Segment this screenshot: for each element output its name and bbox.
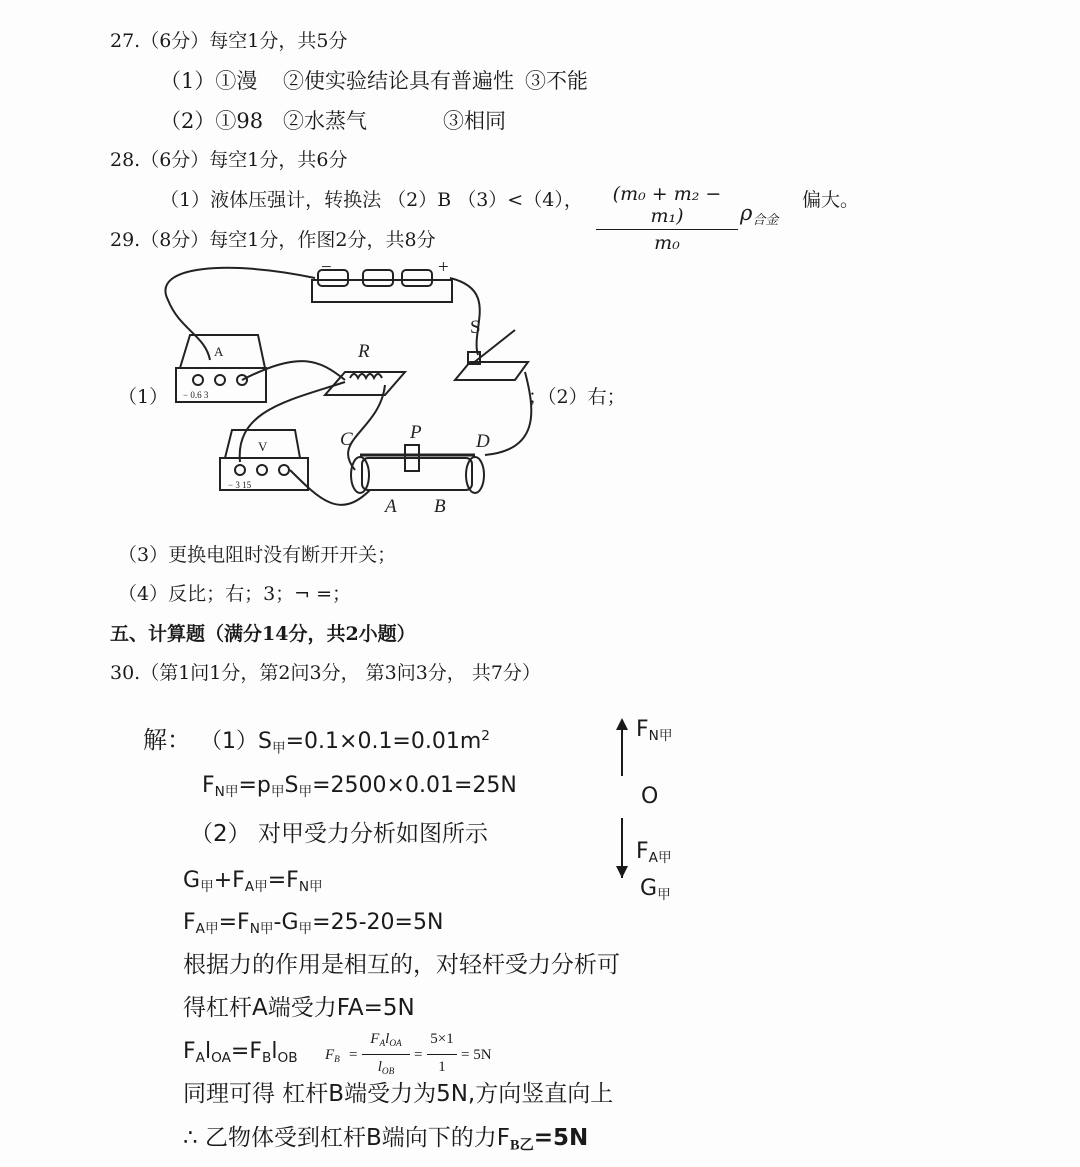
q29-part4: （4）反比；右；3；¬ =； bbox=[118, 583, 352, 605]
q28-answer: （1）液体压强计，转换法 （2）B （3）<（4）， bbox=[160, 189, 583, 211]
q30-jie: 解： bbox=[143, 726, 191, 754]
q29-header: 29.（8分）每空1分，作图2分，共8分 bbox=[110, 229, 436, 251]
q30-line3 bbox=[183, 870, 323, 895]
section5-title: 五、计算题（满分14分，共2小题） bbox=[110, 623, 416, 645]
label-b: B bbox=[434, 496, 446, 517]
f2-num-sub2: OA bbox=[389, 1038, 402, 1049]
q30-line4-rest: =25-20=5N bbox=[312, 910, 444, 935]
voltmeter-terminal-3 bbox=[279, 465, 289, 475]
label-p: P bbox=[410, 422, 422, 443]
label-ammeter-terminals: − 0.6 3 bbox=[183, 390, 209, 400]
q30-line1-rest: =0.1×0.1=0.01m bbox=[285, 729, 482, 755]
label-resistor: R bbox=[358, 341, 370, 362]
q28-formula-denominator: m₀ bbox=[654, 232, 680, 254]
q30-line1-prefix: （1） bbox=[200, 729, 258, 755]
q30-line4-sub3: 甲 bbox=[298, 921, 313, 938]
q30-line9-sub: B乙 bbox=[509, 1137, 534, 1154]
q30-header: 30.（第1问1分，第2问3分， 第3问3分， 共7分） bbox=[110, 662, 541, 684]
label-voltmeter: V bbox=[258, 439, 268, 454]
q30-line7-eqf: =F bbox=[230, 1039, 263, 1064]
q30-line3-sub1: 甲 bbox=[200, 879, 214, 896]
force-bottom-label bbox=[636, 841, 672, 866]
switch-base bbox=[455, 362, 528, 380]
q30-line6: 得杠杆A端受力FA=5N bbox=[183, 995, 415, 1021]
f2-num-l: l bbox=[385, 1031, 390, 1047]
force-bottom-sub: A甲 bbox=[648, 850, 672, 867]
q30-line4-sub1: A甲 bbox=[195, 921, 219, 938]
q29-after-figure: ；（2）右； bbox=[528, 386, 626, 408]
battery-cell-3 bbox=[402, 270, 432, 286]
q27-row2-c: ③相同 bbox=[443, 109, 506, 133]
q30-part2: （2） 对甲受力分析如图所示 bbox=[190, 821, 488, 847]
wire-voltmeter-rheostat bbox=[290, 470, 370, 505]
f2-den2: 1 bbox=[438, 1059, 446, 1075]
q30-line2-f: F bbox=[202, 773, 215, 798]
q30-line9 bbox=[183, 1127, 588, 1153]
label-voltmeter-terminals: − 3 15 bbox=[228, 480, 252, 490]
label-minus: − bbox=[321, 257, 332, 278]
f2-num-sub1: A bbox=[379, 1038, 386, 1049]
wire-switch-rheostat bbox=[485, 372, 531, 455]
q30-line5: 根据力的作用是相互的，对轻杆受力分析可 bbox=[183, 952, 620, 978]
q30-line1 bbox=[200, 730, 490, 756]
q30-line3-plus: +F bbox=[213, 868, 245, 893]
f2-num2: 5×1 bbox=[430, 1031, 454, 1047]
q28-rho-symbol: ρ bbox=[740, 201, 753, 225]
label-d: D bbox=[476, 431, 490, 452]
q30-line2-sub3: 甲 bbox=[298, 784, 313, 801]
ammeter-terminal-1 bbox=[193, 375, 203, 385]
q30-line1-sub: 甲 bbox=[271, 740, 286, 757]
f2-eq1: = bbox=[349, 1047, 358, 1063]
q27-row1-a: （1）①漫 bbox=[160, 69, 258, 93]
f2-eq2: = bbox=[414, 1047, 423, 1063]
q30-line2-eq1: =p bbox=[238, 773, 271, 798]
f2-den bbox=[362, 1060, 410, 1077]
label-a: A bbox=[385, 496, 397, 517]
label-c: C bbox=[340, 429, 353, 450]
q30-line4-minus: -G bbox=[273, 910, 299, 935]
q30-line3-sub3: N甲 bbox=[298, 879, 323, 896]
force-bottom-f: F bbox=[636, 839, 649, 864]
force-arrow-up-head bbox=[616, 718, 628, 730]
q30-line4-sub2: N甲 bbox=[249, 921, 274, 938]
q30-line9-rest: =5N bbox=[533, 1125, 589, 1151]
f2-bar2 bbox=[427, 1054, 457, 1055]
force-g-f: G bbox=[640, 876, 658, 901]
q27-row1-c: ③不能 bbox=[525, 69, 588, 93]
ammeter-terminal-2 bbox=[215, 375, 225, 385]
q28-tail: 偏大。 bbox=[802, 189, 860, 211]
f2-den-sub: OB bbox=[381, 1066, 395, 1077]
battery-cell-2 bbox=[363, 270, 393, 286]
q28-header: 28.（6分）每空1分，共6分 bbox=[110, 149, 348, 171]
q29-part3: （3）更换电阻时没有断开开关； bbox=[118, 544, 397, 566]
q30-line2-sub1: N甲 bbox=[214, 784, 239, 801]
voltmeter-terminal-2 bbox=[257, 465, 267, 475]
wire-battery-ammeter bbox=[165, 268, 315, 360]
f2-num bbox=[362, 1032, 410, 1049]
q30-line4-f: F bbox=[183, 910, 196, 935]
q30-line4 bbox=[183, 912, 443, 937]
q30-line1-sup: 2 bbox=[481, 728, 490, 744]
q30-line7 bbox=[183, 1041, 298, 1066]
force-center-label: O bbox=[641, 784, 659, 809]
q28-rho-sub: 合金 bbox=[752, 212, 779, 228]
force-top-sub: N甲 bbox=[648, 728, 673, 745]
q27-row2-b: ②水蒸气 bbox=[283, 109, 367, 133]
q30-line9-prefix: ∴ 乙物体受到杠杆B端向下的力F bbox=[183, 1125, 510, 1151]
rheostat-body bbox=[362, 458, 472, 490]
wire-ammeter-resistor bbox=[242, 361, 345, 380]
q30-line7-sob: OB bbox=[277, 1050, 298, 1067]
force-arrow-down-head bbox=[616, 866, 628, 878]
f2-result: = 5N bbox=[461, 1047, 492, 1063]
force-g-sub: 甲 bbox=[657, 887, 671, 904]
rheostat-end-right bbox=[466, 457, 484, 493]
label-plus: + bbox=[438, 257, 449, 278]
q27-row1-b: ②使实验结论具有普遍性 bbox=[283, 69, 514, 93]
q30-line2-rest: =2500×0.01=25N bbox=[312, 773, 517, 798]
circuit-diagram bbox=[0, 0, 1080, 530]
f2-bar1 bbox=[362, 1054, 410, 1055]
q30-line2-s: S bbox=[284, 773, 299, 798]
label-switch: S bbox=[470, 317, 481, 338]
q30-line7-fa: F bbox=[183, 1039, 196, 1064]
q30-line3-eq: =F bbox=[267, 868, 299, 893]
force-top-f: F bbox=[636, 717, 649, 742]
q30-line8: 同理可得 杠杆B端受力为5N,方向竖直向上 bbox=[183, 1081, 614, 1107]
f2-num-f: F bbox=[370, 1031, 380, 1047]
resistor-coil bbox=[350, 374, 382, 378]
q30-line4-eq: =F bbox=[218, 910, 250, 935]
q30-line7-l1: l bbox=[204, 1039, 212, 1064]
f2-lhs-sub: B bbox=[334, 1054, 340, 1065]
q30-line7-sb: B bbox=[262, 1050, 272, 1067]
voltmeter-terminal-1 bbox=[235, 465, 245, 475]
f2-den-l: l bbox=[377, 1059, 382, 1075]
q30-line2-sub2: 甲 bbox=[270, 784, 285, 801]
f2-lhs-f: F bbox=[325, 1047, 335, 1063]
q28-formula-numerator: (m₀ + m₂ − m₁) bbox=[612, 183, 722, 227]
q27-header: 27.（6分）每空1分，共5分 bbox=[110, 30, 348, 52]
q29-label-1: （1） bbox=[118, 386, 169, 408]
rheostat-end-left bbox=[351, 457, 369, 493]
q27-row2-a: （2）①98 bbox=[160, 109, 264, 133]
q30-line7-soa: OA bbox=[211, 1050, 231, 1067]
force-g-label bbox=[640, 878, 671, 903]
f2-lhs bbox=[325, 1048, 340, 1065]
force-top-label bbox=[636, 719, 672, 744]
q30-line7-sa: A bbox=[195, 1050, 205, 1067]
q30-line3-sub2: A甲 bbox=[244, 879, 268, 896]
q30-line3-g: G bbox=[183, 868, 201, 893]
q30-line7-l2: l bbox=[271, 1039, 278, 1064]
label-ammeter: A bbox=[214, 344, 224, 359]
q30-line2 bbox=[202, 775, 517, 800]
q30-line1-s: S bbox=[258, 729, 272, 755]
